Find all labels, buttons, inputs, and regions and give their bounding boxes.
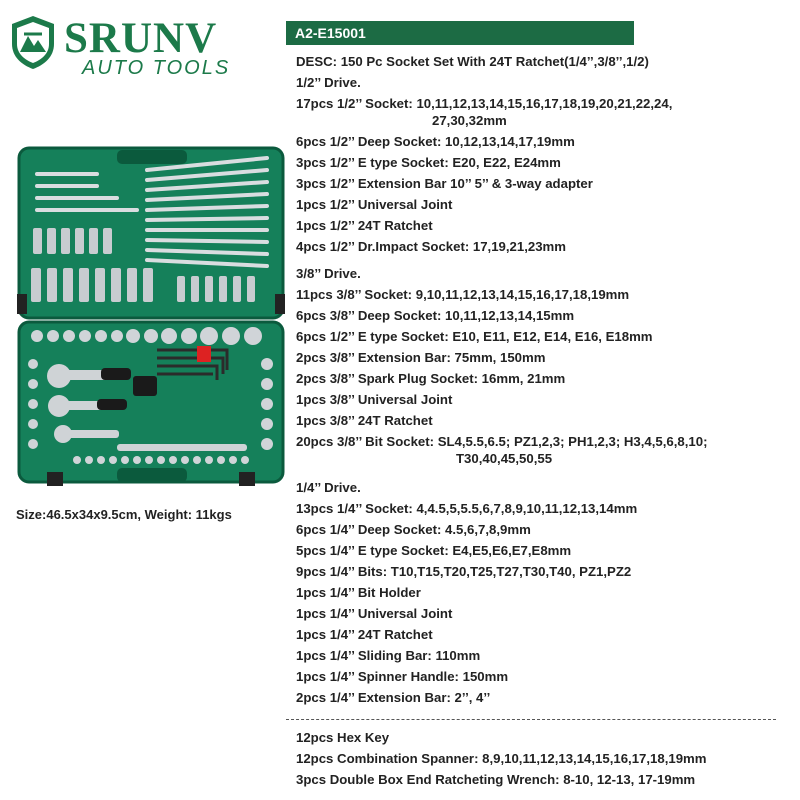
spec-item: 12pcs Combination Spanner: 8,9,10,11,12,13,14,15,16,17,18,19mm (296, 751, 707, 766)
spec-item: 1pcs 1/4’’ 24T Ratchet (296, 627, 433, 642)
spec-item: 1pcs 3/8’’ 24T Ratchet (296, 413, 433, 428)
spec-item: 2pcs 3/8’’ Spark Plug Socket: 16mm, 21mm (296, 371, 566, 386)
section-header-three-eighths: 3/8’’ Drive. (296, 266, 361, 281)
section-divider (286, 719, 776, 720)
spec-item: 1pcs 1/4’’ Universal Joint (296, 606, 453, 621)
spec-item: 2pcs 1/4’’ Extension Bar: 2’’, 4’’ (296, 690, 491, 705)
spec-item: 1pcs 1/4’’ Sliding Bar: 110mm (296, 648, 481, 663)
spec-item: 9pcs 1/4’’ Bits: T10,T15,T20,T25,T27,T30,T40, PZ1,PZ2 (296, 564, 632, 579)
section-header-quarter-inch: 1/4’’ Drive. (296, 480, 361, 495)
spec-item: 6pcs 1/2’’ Deep Socket: 10,12,13,14,17,19mm (296, 134, 575, 149)
spec-item: 13pcs 1/4’’ Socket: 4,4.5,5,5.5,6,7,8,9,10,11,12,13,14mm (296, 501, 638, 516)
spec-item: 5pcs 1/4’’ E type Socket: E4,E5,E6,E7,E8mm (296, 543, 572, 558)
spec-desc: DESC: 150 Pc Socket Set With 24T Ratchet(1/4’’,3/8’’,1/2) (296, 54, 649, 69)
spec-item: 1pcs 1/4’’ Spinner Handle: 150mm (296, 669, 509, 684)
spec-item: 17pcs 1/2’’ Socket: 10,11,12,13,14,15,16,17,18,19,20,21,22,24, (296, 96, 673, 111)
spec-item: 4pcs 1/2’’ Dr.Impact Socket: 17,19,21,23mm (296, 239, 567, 254)
spec-item: 3pcs 1/2’’ E type Socket: E20, E22, E24mm (296, 155, 561, 170)
spec-other-list (296, 727, 792, 790)
brand-tagline: AUTO TOOLS (82, 57, 231, 79)
spec-item: 6pcs 3/8’’ Deep Socket: 10,11,12,13,14,15mm (296, 308, 575, 323)
spec-item: 3pcs 1/2’’ Extension Bar 10’’ 5’’ & 3-way adapter (296, 176, 593, 191)
spec-item-continuation: T30,40,45,50,55 (456, 451, 553, 466)
spec-item: 1pcs 3/8’’ Universal Joint (296, 392, 453, 407)
spec-item: 11pcs 3/8’’ Socket: 9,10,11,12,13,14,15,16,17,18,19mm (296, 287, 630, 302)
product-image (17, 144, 285, 489)
spec-item: 12pcs Hex Key (296, 730, 390, 745)
spec-item: 1pcs 1/4’’ Bit Holder (296, 585, 421, 600)
spec-item: 6pcs 1/4’’ Deep Socket: 4.5,6,7,8,9mm (296, 522, 531, 537)
section-header-half-inch: 1/2’’ Drive. (296, 75, 361, 90)
spec-item-continuation: 27,30,32mm (432, 113, 507, 128)
size-weight: Size:46.5x34x9.5cm, Weight: 11kgs (16, 507, 232, 522)
srunv-shield-icon (8, 14, 58, 70)
spec-item: 2pcs 3/8’’ Extension Bar: 75mm, 150mm (296, 350, 546, 365)
product-code: A2-E15001 (286, 21, 634, 45)
spec-item: 20pcs 3/8’’ Bit Socket: SL4,5.5,6.5; PZ1,2,3; PH1,2,3; H3,4,5,6,8,10; (296, 434, 708, 449)
spec-item: 1pcs 1/2’’ Universal Joint (296, 197, 453, 212)
brand-name: SRUNV (64, 15, 218, 62)
spec-item: 1pcs 1/2’’ 24T Ratchet (296, 218, 433, 233)
spec-item: 3pcs Double Box End Ratcheting Wrench: 8-10, 12-13, 17-19mm (296, 772, 696, 787)
spec-list (296, 51, 792, 708)
brand-logo (8, 14, 270, 78)
spec-item: 6pcs 1/2’’ E type Socket: E10, E11, E12, E14, E16, E18mm (296, 329, 653, 344)
